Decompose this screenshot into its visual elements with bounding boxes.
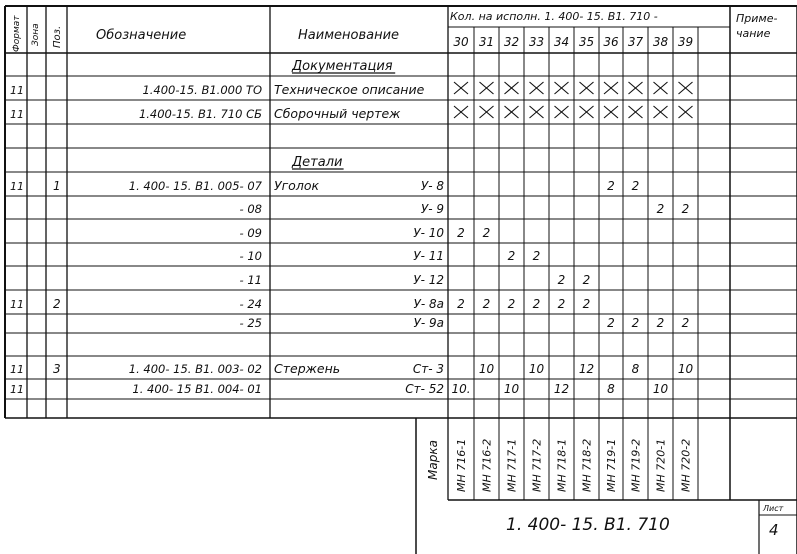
qty-cross bbox=[580, 106, 594, 118]
spec-row bbox=[10, 297, 590, 311]
row-format: 11 bbox=[10, 363, 24, 376]
row-mark: У- 9а bbox=[413, 316, 444, 330]
spec-row bbox=[10, 178, 639, 193]
spec-row bbox=[10, 361, 693, 376]
header-note-line2: чание bbox=[736, 27, 771, 40]
row-designation: - 08 bbox=[239, 202, 262, 216]
sheet-label: Лист bbox=[763, 504, 784, 513]
spec-row bbox=[10, 82, 693, 97]
variant-header-39: 39 bbox=[677, 35, 694, 49]
qty-cross bbox=[555, 106, 569, 118]
spec-row bbox=[291, 59, 395, 74]
marking-item: МН 719-1 bbox=[605, 438, 618, 492]
qty-value: 2 bbox=[507, 249, 516, 263]
qty-value: 2 bbox=[681, 316, 690, 330]
marking-item: МН 720-2 bbox=[679, 438, 693, 492]
row-designation: 1. 400- 15. В1. 005- 07 bbox=[128, 179, 262, 193]
spec-rows bbox=[10, 59, 693, 396]
spec-row bbox=[240, 273, 591, 287]
variant-header-32: 32 bbox=[503, 35, 520, 49]
row-format: 11 bbox=[10, 298, 24, 311]
qty-cross bbox=[480, 106, 494, 118]
row-name: Детали bbox=[292, 155, 343, 170]
qty-value: 2 bbox=[557, 273, 566, 287]
variant-header-35: 35 bbox=[578, 35, 595, 49]
header-position: Поз. bbox=[52, 25, 63, 48]
qty-value: 2 bbox=[656, 316, 665, 330]
qty-value: 2 bbox=[557, 297, 566, 311]
qty-value: 10. bbox=[451, 382, 471, 396]
row-designation: 1.400-15. В1. 710 СБ bbox=[138, 107, 262, 121]
variant-header-30: 30 bbox=[453, 35, 469, 49]
row-designation: - 09 bbox=[239, 226, 262, 240]
variant-header-36: 36 bbox=[603, 35, 619, 49]
row-mark: У- 9 bbox=[420, 202, 444, 216]
qty-value: 2 bbox=[607, 179, 615, 193]
qty-cross bbox=[580, 82, 594, 94]
variant-headers bbox=[453, 35, 693, 49]
qty-value: 2 bbox=[482, 297, 491, 311]
row-name: Стержень bbox=[274, 361, 341, 376]
marking-item: МН 717-2 bbox=[530, 438, 544, 492]
marking-label: Марка bbox=[426, 440, 440, 480]
row-designation: - 10 bbox=[239, 249, 262, 263]
marking-item: МН 720-1 bbox=[654, 438, 668, 492]
variant-header-38: 38 bbox=[652, 35, 669, 49]
row-mark: Ст- 52 bbox=[405, 382, 444, 396]
qty-cross bbox=[654, 106, 668, 118]
row-mark: У- 8а bbox=[413, 297, 444, 311]
header-note-line1: Приме- bbox=[736, 12, 778, 25]
qty-cross bbox=[505, 106, 519, 118]
qty-value: 2 bbox=[681, 202, 690, 216]
row-mark: У- 8 bbox=[420, 179, 444, 193]
qty-cross bbox=[555, 82, 569, 94]
qty-cross bbox=[454, 106, 468, 118]
qty-value: 2 bbox=[507, 297, 516, 311]
qty-cross bbox=[604, 106, 618, 118]
row-mark: У- 10 bbox=[413, 226, 444, 240]
header-name: Наименование bbox=[298, 28, 400, 43]
row-name: Уголок bbox=[274, 178, 320, 193]
qty-value: 2 bbox=[482, 226, 491, 240]
qty-value: 2 bbox=[532, 297, 541, 311]
qty-value: 2 bbox=[582, 273, 591, 287]
spec-row bbox=[240, 202, 690, 216]
qty-value: 2 bbox=[631, 316, 640, 330]
qty-cross bbox=[530, 82, 544, 94]
marking-item: МН 716-1 bbox=[455, 438, 468, 492]
row-format: 11 bbox=[10, 108, 24, 121]
qty-value: 2 bbox=[532, 249, 541, 263]
row-mark: Ст- 3 bbox=[412, 362, 444, 376]
header-designation: Обозначение bbox=[96, 28, 187, 43]
marking-item: МН 716-2 bbox=[480, 438, 494, 492]
qty-cross bbox=[654, 82, 668, 94]
qty-cross bbox=[480, 82, 494, 94]
qty-value: 2 bbox=[656, 202, 665, 216]
variant-header-31: 31 bbox=[478, 35, 495, 49]
qty-value: 10 bbox=[528, 362, 545, 376]
title-block bbox=[506, 504, 784, 539]
spec-row bbox=[10, 382, 668, 396]
qty-value: 10 bbox=[652, 382, 669, 396]
qty-value: 2 bbox=[457, 226, 465, 240]
row-mark: У- 11 bbox=[413, 249, 444, 263]
header-format: Формат bbox=[12, 15, 22, 52]
row-position: 1 bbox=[53, 179, 61, 193]
qty-value: 12 bbox=[553, 382, 570, 396]
header-zone: Зона bbox=[31, 23, 41, 46]
qty-value: 8 bbox=[631, 362, 640, 376]
row-position: 2 bbox=[53, 297, 61, 311]
qty-cross bbox=[530, 106, 544, 118]
header-qty-title: Кол. на исполн. 1. 400- 15. В1. 710 - bbox=[450, 10, 658, 23]
spec-row bbox=[240, 316, 690, 330]
row-format: 11 bbox=[10, 383, 24, 396]
document-code: 1. 400- 15. В1. 710 bbox=[506, 515, 670, 535]
qty-cross bbox=[454, 82, 468, 94]
row-mark: У- 12 bbox=[413, 273, 444, 287]
qty-cross bbox=[679, 106, 693, 118]
row-name: Техническое описание bbox=[274, 82, 425, 97]
spec-row bbox=[240, 226, 491, 240]
qty-cross bbox=[505, 82, 519, 94]
qty-cross bbox=[629, 106, 643, 118]
qty-value: 8 bbox=[607, 382, 615, 396]
qty-value: 2 bbox=[607, 316, 615, 330]
table-header bbox=[12, 10, 777, 52]
variant-header-33: 33 bbox=[528, 35, 545, 49]
qty-value: 10 bbox=[677, 362, 694, 376]
row-name: Документация bbox=[292, 59, 393, 74]
row-designation: 1.400-15. В1.000 ТО bbox=[142, 83, 262, 97]
row-designation: 1. 400- 15 В1. 004- 01 bbox=[132, 382, 262, 396]
variant-header-34: 34 bbox=[553, 35, 570, 49]
row-format: 11 bbox=[10, 84, 24, 97]
row-name: Сборочный чертеж bbox=[274, 106, 401, 121]
qty-value: 10 bbox=[478, 362, 495, 376]
qty-value: 12 bbox=[578, 362, 595, 376]
row-format: 11 bbox=[10, 180, 24, 193]
marking-item: МН 718-2 bbox=[580, 438, 594, 492]
qty-value: 10 bbox=[503, 382, 520, 396]
spec-row bbox=[10, 106, 693, 121]
marking-item: МН 719-2 bbox=[629, 438, 643, 492]
row-designation: - 25 bbox=[239, 316, 262, 330]
row-designation: 1. 400- 15. В1. 003- 02 bbox=[128, 362, 262, 376]
row-designation: - 24 bbox=[239, 297, 262, 311]
marking-item: МН 717-1 bbox=[505, 438, 519, 492]
spec-row bbox=[291, 155, 344, 170]
qty-cross bbox=[679, 82, 693, 94]
marking-item: МН 718-1 bbox=[555, 438, 569, 492]
qty-value: 2 bbox=[631, 179, 640, 193]
row-designation: - 11 bbox=[239, 273, 262, 287]
qty-value: 2 bbox=[582, 297, 591, 311]
sheet-number: 4 bbox=[769, 521, 779, 539]
qty-cross bbox=[629, 82, 643, 94]
qty-cross bbox=[604, 82, 618, 94]
row-position: 3 bbox=[53, 362, 61, 376]
qty-value: 2 bbox=[457, 297, 465, 311]
spec-row bbox=[240, 249, 541, 263]
marking-block bbox=[426, 439, 693, 492]
variant-header-37: 37 bbox=[627, 35, 644, 49]
